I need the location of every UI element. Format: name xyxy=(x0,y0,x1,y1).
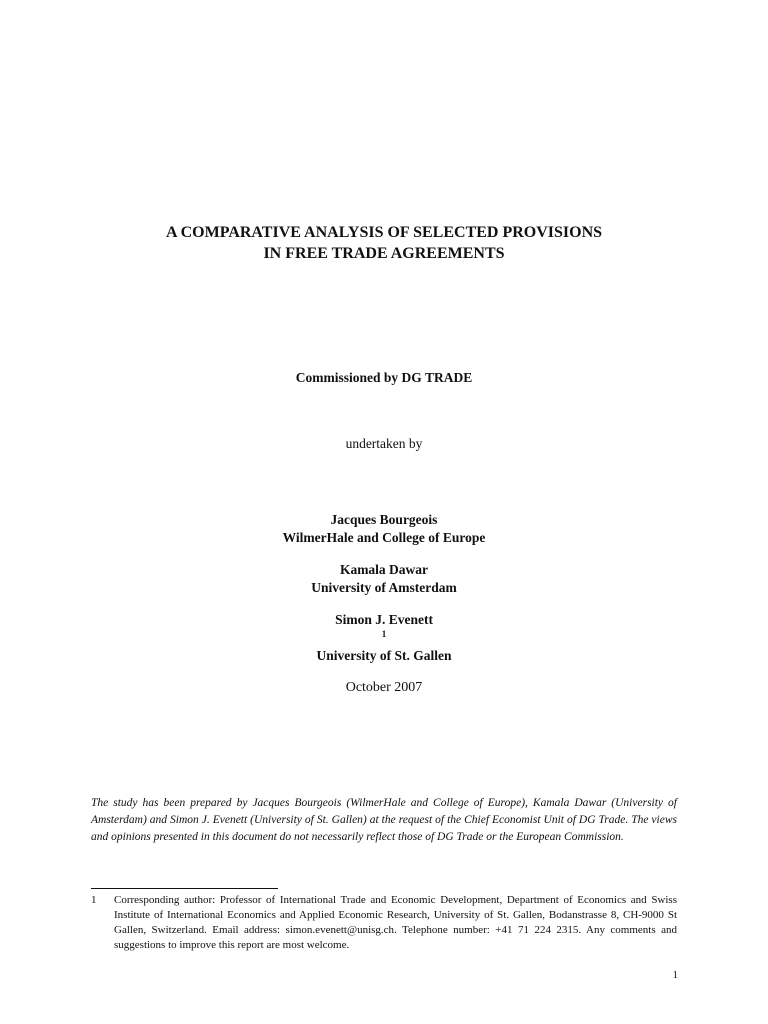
footnote-separator xyxy=(91,888,278,889)
author-block-dawar xyxy=(0,561,768,597)
disclaimer-paragraph: The study has been prepared by Jacques Bourgeois (WilmerHale and College of Europe), Kamala Dawar (University of Amsterdam) and Simon J. Evenett (University of St. Gallen) at the request of the Chief Economist Unit of DG Trade. The views and opinions presented in this document do not necessarily reflect those of DG Trade or the European Commission. xyxy=(91,797,677,843)
page-number: 1 xyxy=(672,969,678,981)
author-block-evenett xyxy=(0,611,768,665)
author-affiliation: University of Amsterdam xyxy=(311,580,457,595)
footnote-text: Corresponding author: Professor of International Trade and Economic Development, Department of Economics and Swiss Institute of International Economics and Applied Economic Research, University of St. Gallen, Bodanstrasse 8, CH-9000 St Gallen, Switzerland. Email address: simon.evenett@unisg.ch. Telephone number: +41 71 224 2315. Any comments and suggestions to improve this report are most welcome. xyxy=(114,894,677,951)
footnote-marker: 1 xyxy=(91,894,97,906)
title-line-1: A COMPARATIVE ANALYSIS OF SELECTED PROVISIONS xyxy=(165,224,603,241)
author-affiliation: University of St. Gallen xyxy=(316,648,452,663)
footnote-reference: 1 xyxy=(381,629,387,639)
author-name-line xyxy=(0,611,768,647)
author-name: Simon J. Evenett xyxy=(335,612,433,627)
undertaken-by: undertaken by xyxy=(345,436,423,451)
author-affiliation: WilmerHale and College of Europe xyxy=(282,530,486,545)
document-title xyxy=(0,222,768,264)
footnote xyxy=(91,893,677,953)
author-name: Kamala Dawar xyxy=(339,562,429,577)
author-block-bourgeois xyxy=(0,511,768,547)
publication-date: October 2007 xyxy=(345,680,423,695)
title-line-2: IN FREE TRADE AGREEMENTS xyxy=(263,245,505,262)
author-name: Jacques Bourgeois xyxy=(330,512,438,527)
commissioned-by: Commissioned by DG TRADE xyxy=(295,370,473,385)
